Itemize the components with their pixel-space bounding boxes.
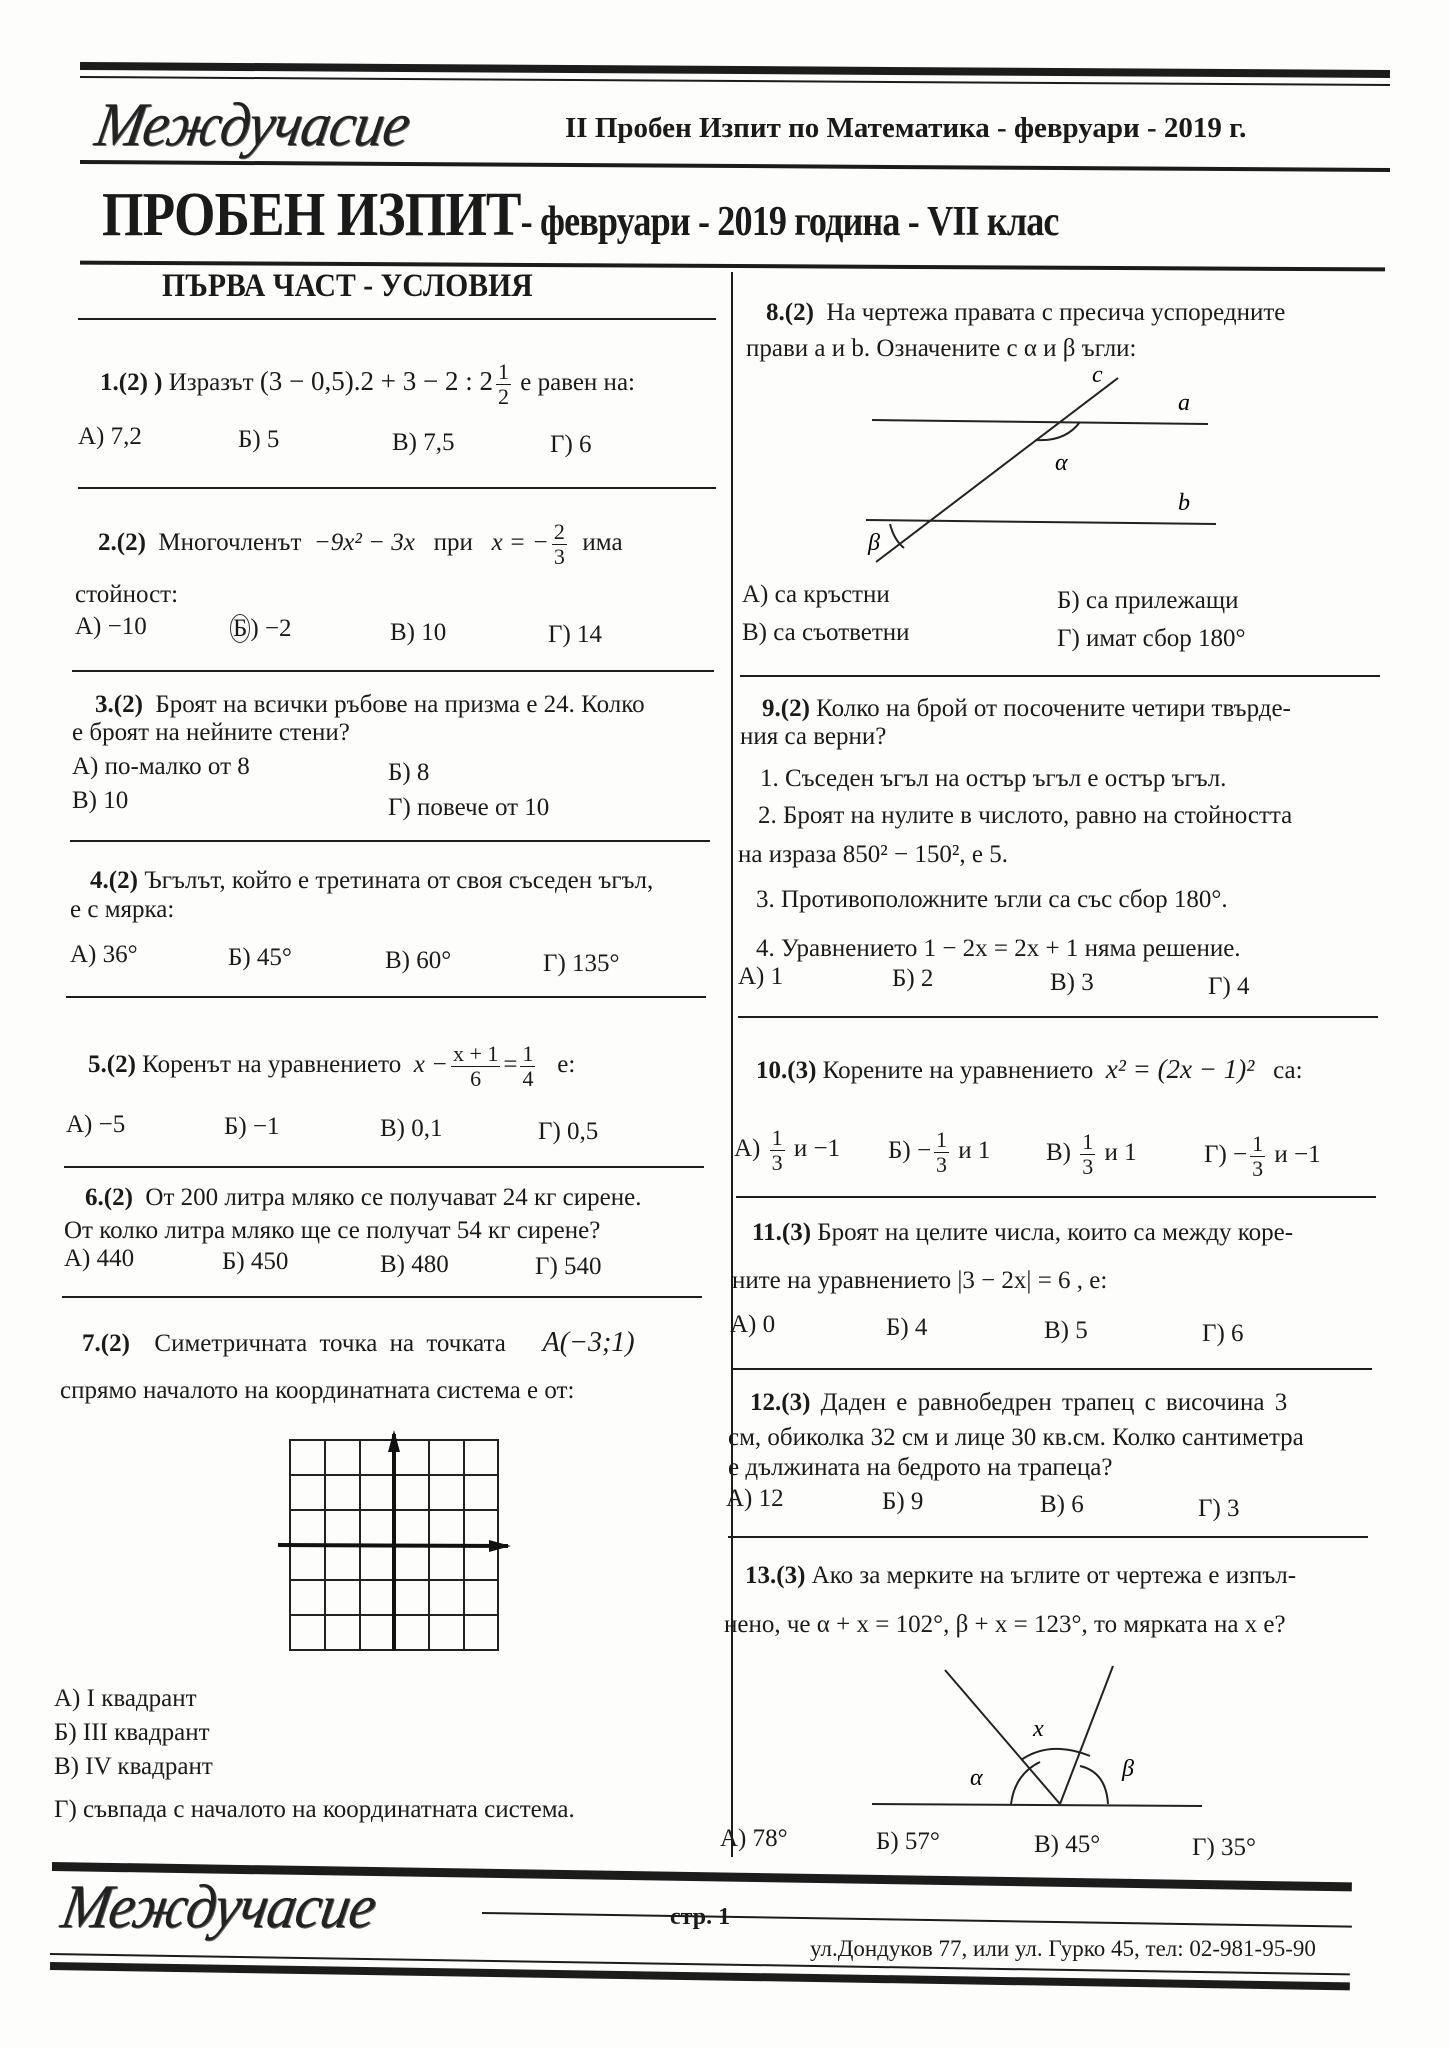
answer-option[interactable]: В) 480 bbox=[380, 1251, 449, 1278]
answer-option[interactable]: В) 3 bbox=[1050, 969, 1094, 996]
answer-option[interactable]: В) 10 bbox=[72, 787, 129, 814]
title-main: ПРОБЕН ИЗПИТ bbox=[102, 181, 521, 249]
answer-option[interactable]: В) $\frac{1}{3}$ и 1 bbox=[1046, 1129, 1137, 1179]
answer-option[interactable]: Г) − $\frac{1}{3}$ и −1 bbox=[1204, 1131, 1321, 1181]
answer-option[interactable]: В) 10 bbox=[390, 619, 447, 646]
divider bbox=[70, 840, 710, 842]
question-6: 6.(2) От 200 литра мляко се получават 24 кг сирене. bbox=[85, 1184, 642, 1211]
label-alpha: α bbox=[1055, 450, 1068, 476]
divider bbox=[66, 996, 706, 998]
answer-option[interactable]: Г) 3 bbox=[1198, 1495, 1240, 1522]
divider bbox=[738, 1016, 1378, 1018]
divider bbox=[728, 1536, 1368, 1538]
footer-rule-thin bbox=[482, 1912, 1352, 1928]
divider bbox=[78, 487, 716, 489]
question-4: 4.(2) Ъгълът, който е третината от своя съседен ъгъл, bbox=[90, 867, 654, 894]
answer-option[interactable]: А) −5 bbox=[66, 1111, 126, 1138]
answer-option[interactable]: А) са кръстни bbox=[742, 581, 890, 608]
question-12-line3: е дължината на бедрото на трапеца? bbox=[728, 1454, 1113, 1481]
top-rule-thin bbox=[80, 76, 1390, 86]
answer-option[interactable]: А) 1 bbox=[738, 963, 784, 990]
divider bbox=[72, 670, 714, 672]
divider bbox=[64, 1166, 704, 1168]
answer-option[interactable]: Б) 45° bbox=[228, 944, 292, 971]
answer-option[interactable]: Б) 8 bbox=[388, 759, 430, 786]
answer-option[interactable]: Г) 6 bbox=[1202, 1320, 1244, 1347]
top-rule-thick bbox=[80, 62, 1390, 78]
statement: 1. Съседен ъгъл на остър ъгъл е остър ъгъл. bbox=[760, 765, 1227, 792]
coordinate-grid bbox=[286, 1430, 518, 1660]
answer-option[interactable]: В) 0,1 bbox=[380, 1115, 443, 1142]
answer-option[interactable]: В) 5 bbox=[1044, 1317, 1088, 1344]
answer-option[interactable]: Г) 540 bbox=[535, 1253, 602, 1280]
question-2: 2.(2) Многочленът −9x² − 3x при x = − $\frac{2}{3}$ има bbox=[98, 519, 623, 569]
label-a: a bbox=[1178, 390, 1190, 416]
logo: Междучасие bbox=[90, 91, 415, 159]
question-13-line2: нено, че α + x = 102°, β + x = 123°, то мярката на x е? bbox=[724, 1611, 1286, 1638]
answer-option[interactable]: Г) 135° bbox=[543, 950, 620, 977]
fraction: $\frac{1}{2}$ bbox=[497, 359, 509, 409]
page-title bbox=[102, 180, 1059, 251]
answer-option[interactable]: А) 440 bbox=[64, 1245, 135, 1272]
statement: 3. Противоположните ъгли са със сбор 180°. bbox=[756, 886, 1228, 913]
answer-option[interactable]: В) са съответни bbox=[742, 619, 910, 646]
answer-option[interactable]: Б) 450 bbox=[222, 1248, 289, 1275]
statement: 4. Уравнението 1 − 2x = 2x + 1 няма решение. bbox=[756, 935, 1241, 962]
answer-option[interactable]: В) 60° bbox=[385, 947, 452, 974]
answer-option[interactable]: Б) −1 bbox=[224, 1113, 280, 1140]
question-11-line2: ните на уравнението |3 − 2x| = 6 , е: bbox=[732, 1267, 1108, 1294]
divider bbox=[736, 1196, 1376, 1198]
question-11: 11.(3) Броят на целите числа, които са между коре- bbox=[752, 1219, 1294, 1246]
header-rule bbox=[80, 160, 1390, 172]
label-c: c bbox=[1092, 362, 1103, 388]
label-b: b bbox=[1178, 490, 1190, 516]
answer-option[interactable]: Б) − $\frac{1}{3}$ и 1 bbox=[888, 1127, 991, 1177]
question-4-line2: е с мярка: bbox=[70, 896, 175, 923]
answer-option[interactable]: Б) са прилежащи bbox=[1057, 587, 1239, 614]
answer-option[interactable]: А) I квадрант bbox=[54, 1685, 197, 1712]
answer-option[interactable]: А) по-малко от 8 bbox=[72, 753, 250, 780]
page-number: стр. 1 bbox=[670, 1904, 731, 1930]
parallel-lines-diagram bbox=[860, 362, 1260, 570]
answer-option[interactable]: Б) 9 bbox=[882, 1488, 924, 1515]
question-8: 8.(2) На чертежа правата c пресича успоредните bbox=[766, 299, 1286, 326]
answer-option[interactable]: А) 0 bbox=[730, 1311, 776, 1338]
question-9: 9.(2) Колко на брой от посочените четири твърде- bbox=[762, 695, 1291, 722]
label-x: x bbox=[1033, 1716, 1044, 1742]
answer-option[interactable]: Б) 2 bbox=[892, 965, 934, 992]
label-alpha: α bbox=[970, 1765, 983, 1791]
divider bbox=[732, 1368, 1372, 1370]
answer-option[interactable]: Б) III квадрант bbox=[54, 1719, 210, 1746]
answer-option[interactable]: А) −10 bbox=[75, 613, 147, 640]
label-beta: β bbox=[868, 530, 880, 556]
section-title: ПЪРВА ЧАСТ - УСЛОВИЯ bbox=[162, 268, 533, 304]
question-2-line2: стойност: bbox=[75, 581, 179, 608]
angles-diagram bbox=[870, 1660, 1210, 1820]
question-7-line2: спрямо началото на координатната система е от: bbox=[60, 1377, 575, 1404]
statement: на израза 850² − 150², е 5. bbox=[738, 841, 1008, 868]
answer-option[interactable]: Б) 57° bbox=[876, 1828, 940, 1855]
exam-subtitle: II Пробен Изпит по Математика - февруари - 2019 г. bbox=[565, 112, 1247, 144]
answer-option[interactable]: Г) имат сбор 180° bbox=[1057, 625, 1246, 652]
divider bbox=[740, 675, 1380, 677]
footer-logo: Междучасие bbox=[56, 1873, 381, 1941]
question-5: 5.(2) Коренът на уравнението x − $\frac{x + 1}{6}$ = $\frac{1}{4}$ е: bbox=[88, 1041, 576, 1091]
answer-option[interactable]: В) 45° bbox=[1034, 1831, 1101, 1858]
answer-option[interactable]: Г) 4 bbox=[1208, 973, 1250, 1000]
answer-option[interactable]: Г) 35° bbox=[1192, 1834, 1257, 1861]
section-rule bbox=[78, 318, 716, 320]
question-10: 10.(3) Корените на уравнението x² = (2x − 1)² са: bbox=[756, 1054, 1303, 1084]
answer-option[interactable]: Г) повече от 10 bbox=[388, 794, 550, 821]
answer-option[interactable]: Г) 6 bbox=[550, 431, 592, 458]
answer-option[interactable]: А) 36° bbox=[70, 941, 138, 968]
question-6-line2: От колко литра мляко ще се получат 54 кг сирене? bbox=[64, 1217, 601, 1244]
answer-option[interactable]: А) 7,2 bbox=[78, 423, 142, 450]
answer-option-selected[interactable]: Б ) −2 bbox=[230, 614, 292, 644]
question-7: 7.(2) Симетричната точка на точката A(−3;1) bbox=[82, 1327, 635, 1358]
x-axis bbox=[278, 1545, 508, 1546]
answer-option[interactable]: А) 78° bbox=[720, 1825, 788, 1852]
title-rest: - февруари - 2019 година - VII клас bbox=[520, 199, 1059, 245]
answer-option[interactable]: В) IV квадрант bbox=[54, 1753, 213, 1780]
answer-option[interactable]: В) 7,5 bbox=[392, 429, 455, 456]
divider bbox=[62, 1296, 702, 1298]
footer-rule-bottom-thick bbox=[50, 1962, 1350, 1990]
answer-option[interactable]: Б) 4 bbox=[886, 1314, 928, 1341]
answer-option[interactable]: Г) 14 bbox=[548, 621, 603, 648]
answer-option[interactable]: Г) съвпада с началото на координатната система. bbox=[54, 1796, 575, 1823]
question-1: 1.(2) ) Изразът (3 − 0,5).2 + 3 − 2 : 2 $\frac{1}{2}$ е равен на: bbox=[100, 359, 635, 409]
question-13: 13.(3) Ако за мерките на ъглите от чертежа е изпъл- bbox=[745, 1562, 1297, 1589]
question-12-line2: см, обиколка 32 см и лице 30 кв.см. Колко сантиметра bbox=[728, 1424, 1304, 1451]
statement: 2. Броят на нулите в числото, равно на стойността bbox=[758, 802, 1293, 829]
answer-option[interactable]: А) $\frac{1}{3}$ и −1 bbox=[734, 1125, 841, 1175]
answer-option[interactable]: А) 12 bbox=[726, 1485, 784, 1512]
question-12: 12.(3) Даден е равнобедрен трапец с височина 3 bbox=[750, 1389, 1288, 1416]
answer-option[interactable]: Г) 0,5 bbox=[538, 1118, 599, 1145]
question-3: 3.(2) Броят на всички ръбове на призма е 24. Колко bbox=[95, 691, 645, 718]
label-beta: β bbox=[1122, 1756, 1134, 1782]
question-9-line2: ния са верни? bbox=[740, 723, 887, 750]
footer-address: ул.Дондуков 77, или ул. Гурко 45, тел: 02-981-95-90 bbox=[810, 1936, 1316, 1961]
question-3-line2: е броят на нейните стени? bbox=[72, 719, 350, 746]
answer-option[interactable]: Б) 5 bbox=[238, 426, 280, 453]
question-8-line2: прави a и b. Означените с α и β ъгли: bbox=[746, 335, 1137, 362]
answer-option[interactable]: В) 6 bbox=[1040, 1491, 1084, 1518]
